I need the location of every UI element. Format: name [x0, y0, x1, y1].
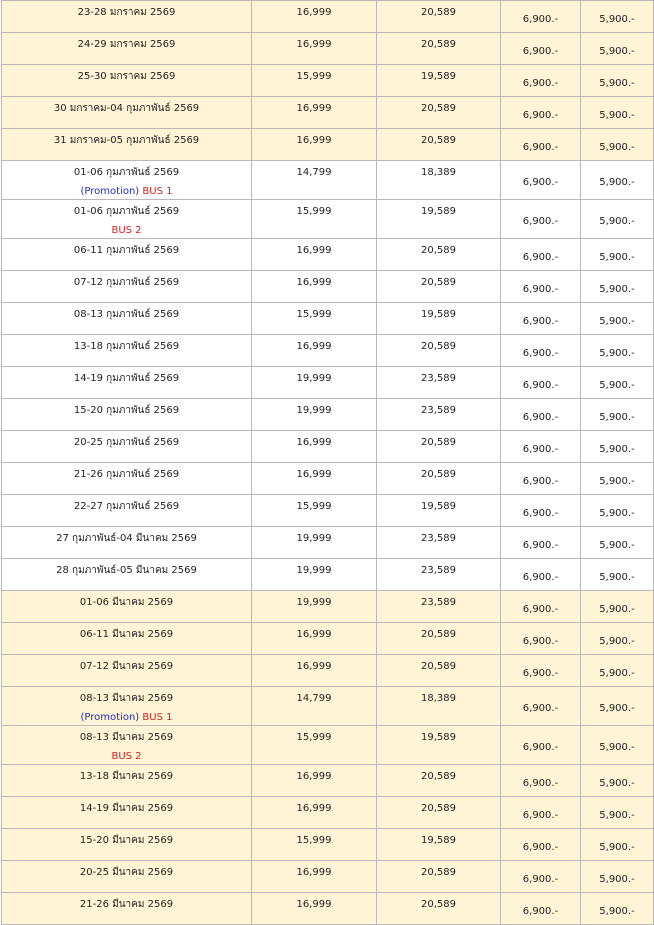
bus-label: BUS 1: [142, 712, 173, 723]
child-price: 6,900.-: [501, 591, 581, 623]
single-room-price: 20,589: [377, 239, 501, 271]
departure-date: 08-13 มีนาคม 2569: [79, 693, 174, 704]
bus-note: [2, 185, 251, 199]
table-row: [2, 463, 654, 495]
table-row: [2, 129, 654, 161]
single-room-price: 18,389: [377, 161, 501, 200]
price-table-body: [2, 1, 654, 925]
departure-date: 13-18 มีนาคม 2569: [79, 771, 174, 782]
departure-date: 25-30 มกราคม 2569: [77, 71, 176, 82]
infant-price: 5,900.-: [581, 335, 654, 367]
child-price: 6,900.-: [501, 271, 581, 303]
departure-date: 01-06 กุมภาพันธ์ 2569: [73, 167, 180, 178]
adult-price: 15,999: [252, 495, 377, 527]
table-row: [2, 303, 654, 335]
single-room-price: 20,589: [377, 893, 501, 925]
departure-date-cell: [2, 463, 252, 495]
single-room-price: 20,589: [377, 33, 501, 65]
single-room-price: 20,589: [377, 431, 501, 463]
infant-price: 5,900.-: [581, 893, 654, 925]
child-price: 6,900.-: [501, 161, 581, 200]
adult-price: 16,999: [252, 1, 377, 33]
single-room-price: 18,389: [377, 687, 501, 726]
departure-date-cell: [2, 559, 252, 591]
bus-label: BUS 2: [111, 225, 142, 236]
table-row: [2, 559, 654, 591]
departure-date: 06-11 กุมภาพันธ์ 2569: [73, 245, 180, 256]
table-row: [2, 271, 654, 303]
departure-date-cell: [2, 655, 252, 687]
adult-price: 16,999: [252, 271, 377, 303]
departure-date-cell: [2, 97, 252, 129]
table-row: [2, 431, 654, 463]
departure-date: 24-29 มกราคม 2569: [77, 39, 176, 50]
adult-price: 15,999: [252, 200, 377, 239]
departure-date: 20-25 มีนาคม 2569: [79, 867, 174, 878]
table-row: [2, 687, 654, 726]
departure-date-cell: [2, 861, 252, 893]
departure-date-cell: [2, 271, 252, 303]
table-row: [2, 495, 654, 527]
infant-price: 5,900.-: [581, 495, 654, 527]
table-row: [2, 97, 654, 129]
child-price: 6,900.-: [501, 687, 581, 726]
adult-price: 16,999: [252, 623, 377, 655]
departure-date: 07-12 กุมภาพันธ์ 2569: [73, 277, 180, 288]
adult-price: 16,999: [252, 797, 377, 829]
child-price: 6,900.-: [501, 463, 581, 495]
infant-price: 5,900.-: [581, 829, 654, 861]
infant-price: 5,900.-: [581, 239, 654, 271]
child-price: 6,900.-: [501, 200, 581, 239]
infant-price: 5,900.-: [581, 200, 654, 239]
adult-price: 14,799: [252, 687, 377, 726]
departure-date-cell: [2, 129, 252, 161]
departure-date: 31 มกราคม-05 กุมภาพันธ์ 2569: [53, 135, 200, 146]
departure-date: 08-13 มีนาคม 2569: [79, 732, 174, 743]
departure-date-cell: [2, 239, 252, 271]
bus-note: [2, 750, 251, 764]
single-room-price: 20,589: [377, 797, 501, 829]
departure-date-cell: [2, 623, 252, 655]
table-row: [2, 726, 654, 765]
departure-date: 15-20 มีนาคม 2569: [79, 835, 174, 846]
single-room-price: 20,589: [377, 463, 501, 495]
departure-date: 14-19 มีนาคม 2569: [79, 803, 174, 814]
child-price: 6,900.-: [501, 367, 581, 399]
child-price: 6,900.-: [501, 65, 581, 97]
departure-date: 20-25 กุมภาพันธ์ 2569: [73, 437, 180, 448]
infant-price: 5,900.-: [581, 303, 654, 335]
child-price: 6,900.-: [501, 97, 581, 129]
child-price: 6,900.-: [501, 303, 581, 335]
single-room-price: 20,589: [377, 655, 501, 687]
departure-date-cell: [2, 829, 252, 861]
departure-date-cell: [2, 687, 252, 726]
child-price: 6,900.-: [501, 765, 581, 797]
table-row: [2, 591, 654, 623]
single-room-price: 19,589: [377, 495, 501, 527]
adult-price: 16,999: [252, 463, 377, 495]
single-room-price: 20,589: [377, 271, 501, 303]
infant-price: 5,900.-: [581, 129, 654, 161]
child-price: 6,900.-: [501, 399, 581, 431]
table-row: [2, 335, 654, 367]
infant-price: 5,900.-: [581, 527, 654, 559]
infant-price: 5,900.-: [581, 463, 654, 495]
table-row: [2, 399, 654, 431]
table-row: [2, 1, 654, 33]
infant-price: 5,900.-: [581, 33, 654, 65]
infant-price: 5,900.-: [581, 271, 654, 303]
infant-price: 5,900.-: [581, 591, 654, 623]
departure-date-cell: [2, 495, 252, 527]
departure-date-cell: [2, 797, 252, 829]
departure-date-cell: [2, 303, 252, 335]
infant-price: 5,900.-: [581, 797, 654, 829]
adult-price: 15,999: [252, 303, 377, 335]
child-price: 6,900.-: [501, 893, 581, 925]
single-room-price: 20,589: [377, 129, 501, 161]
departure-date-cell: [2, 591, 252, 623]
infant-price: 5,900.-: [581, 687, 654, 726]
child-price: 6,900.-: [501, 129, 581, 161]
departure-date: 01-06 มีนาคม 2569: [79, 597, 174, 608]
departure-date: 15-20 กุมภาพันธ์ 2569: [73, 405, 180, 416]
departure-date: 30 มกราคม-04 กุมภาพันธ์ 2569: [53, 103, 200, 114]
infant-price: 5,900.-: [581, 623, 654, 655]
table-row: [2, 861, 654, 893]
single-room-price: 19,589: [377, 65, 501, 97]
adult-price: 19,999: [252, 399, 377, 431]
promotion-label: (Promotion): [80, 712, 140, 723]
single-room-price: 23,589: [377, 399, 501, 431]
departure-date: 22-27 กุมภาพันธ์ 2569: [73, 501, 180, 512]
adult-price: 19,999: [252, 527, 377, 559]
table-row: [2, 527, 654, 559]
single-room-price: 19,589: [377, 829, 501, 861]
single-room-price: 19,589: [377, 303, 501, 335]
bus-note: [2, 711, 251, 725]
departure-date: 06-11 มีนาคม 2569: [79, 629, 174, 640]
departure-date: 23-28 มกราคม 2569: [77, 7, 176, 18]
infant-price: 5,900.-: [581, 655, 654, 687]
child-price: 6,900.-: [501, 623, 581, 655]
departure-date-cell: [2, 335, 252, 367]
infant-price: 5,900.-: [581, 559, 654, 591]
table-row: [2, 829, 654, 861]
departure-date: 13-18 กุมภาพันธ์ 2569: [73, 341, 180, 352]
single-room-price: 20,589: [377, 1, 501, 33]
child-price: 6,900.-: [501, 527, 581, 559]
table-row: [2, 623, 654, 655]
table-row: [2, 893, 654, 925]
child-price: 6,900.-: [501, 33, 581, 65]
departure-date: 27 กุมภาพันธ์-04 มีนาคม 2569: [56, 533, 197, 544]
single-room-price: 20,589: [377, 97, 501, 129]
departure-date-cell: [2, 33, 252, 65]
table-row: [2, 33, 654, 65]
child-price: 6,900.-: [501, 239, 581, 271]
infant-price: 5,900.-: [581, 399, 654, 431]
adult-price: 19,999: [252, 559, 377, 591]
infant-price: 5,900.-: [581, 861, 654, 893]
adult-price: 16,999: [252, 239, 377, 271]
child-price: 6,900.-: [501, 495, 581, 527]
table-row: [2, 797, 654, 829]
bus-label: BUS 2: [111, 751, 142, 762]
single-room-price: 20,589: [377, 623, 501, 655]
adult-price: 19,999: [252, 367, 377, 399]
departure-date: 28 กุมภาพันธ์-05 มีนาคม 2569: [56, 565, 197, 576]
adult-price: 16,999: [252, 893, 377, 925]
departure-date-cell: [2, 65, 252, 97]
departure-date-cell: [2, 527, 252, 559]
adult-price: 16,999: [252, 765, 377, 797]
table-row: [2, 161, 654, 200]
infant-price: 5,900.-: [581, 367, 654, 399]
adult-price: 16,999: [252, 335, 377, 367]
infant-price: 5,900.-: [581, 1, 654, 33]
adult-price: 15,999: [252, 65, 377, 97]
adult-price: 16,999: [252, 431, 377, 463]
departure-date: 08-13 กุมภาพันธ์ 2569: [73, 309, 180, 320]
child-price: 6,900.-: [501, 431, 581, 463]
child-price: 6,900.-: [501, 726, 581, 765]
child-price: 6,900.-: [501, 829, 581, 861]
adult-price: 16,999: [252, 655, 377, 687]
table-row: [2, 655, 654, 687]
child-price: 6,900.-: [501, 1, 581, 33]
adult-price: 16,999: [252, 129, 377, 161]
promotion-label: (Promotion): [80, 186, 140, 197]
child-price: 6,900.-: [501, 655, 581, 687]
infant-price: 5,900.-: [581, 161, 654, 200]
bus-note: [2, 224, 251, 238]
departure-date-cell: [2, 431, 252, 463]
single-room-price: 23,589: [377, 527, 501, 559]
adult-price: 15,999: [252, 829, 377, 861]
child-price: 6,900.-: [501, 797, 581, 829]
departure-date-cell: [2, 893, 252, 925]
departure-date: 14-19 กุมภาพันธ์ 2569: [73, 373, 180, 384]
single-room-price: 19,589: [377, 726, 501, 765]
single-room-price: 20,589: [377, 861, 501, 893]
child-price: 6,900.-: [501, 335, 581, 367]
departure-date: 07-12 มีนาคม 2569: [79, 661, 174, 672]
table-row: [2, 367, 654, 399]
infant-price: 5,900.-: [581, 726, 654, 765]
departure-date: 21-26 กุมภาพันธ์ 2569: [73, 469, 180, 480]
infant-price: 5,900.-: [581, 97, 654, 129]
departure-date-cell: [2, 367, 252, 399]
single-room-price: 20,589: [377, 335, 501, 367]
single-room-price: 23,589: [377, 591, 501, 623]
adult-price: 16,999: [252, 33, 377, 65]
child-price: 6,900.-: [501, 559, 581, 591]
infant-price: 5,900.-: [581, 765, 654, 797]
table-row: [2, 765, 654, 797]
adult-price: 14,799: [252, 161, 377, 200]
adult-price: 19,999: [252, 591, 377, 623]
departure-date-cell: [2, 765, 252, 797]
single-room-price: 20,589: [377, 765, 501, 797]
departure-date-cell: [2, 399, 252, 431]
infant-price: 5,900.-: [581, 431, 654, 463]
single-room-price: 23,589: [377, 559, 501, 591]
departure-date-cell: [2, 200, 252, 239]
adult-price: 15,999: [252, 726, 377, 765]
tour-price-table: [1, 0, 654, 925]
departure-date-cell: [2, 161, 252, 200]
bus-label: BUS 1: [142, 186, 173, 197]
departure-date-cell: [2, 726, 252, 765]
departure-date: 01-06 กุมภาพันธ์ 2569: [73, 206, 180, 217]
adult-price: 16,999: [252, 861, 377, 893]
table-row: [2, 65, 654, 97]
departure-date-cell: [2, 1, 252, 33]
infant-price: 5,900.-: [581, 65, 654, 97]
child-price: 6,900.-: [501, 861, 581, 893]
adult-price: 16,999: [252, 97, 377, 129]
single-room-price: 19,589: [377, 200, 501, 239]
table-row: [2, 239, 654, 271]
single-room-price: 23,589: [377, 367, 501, 399]
table-row: [2, 200, 654, 239]
departure-date: 21-26 มีนาคม 2569: [79, 899, 174, 910]
